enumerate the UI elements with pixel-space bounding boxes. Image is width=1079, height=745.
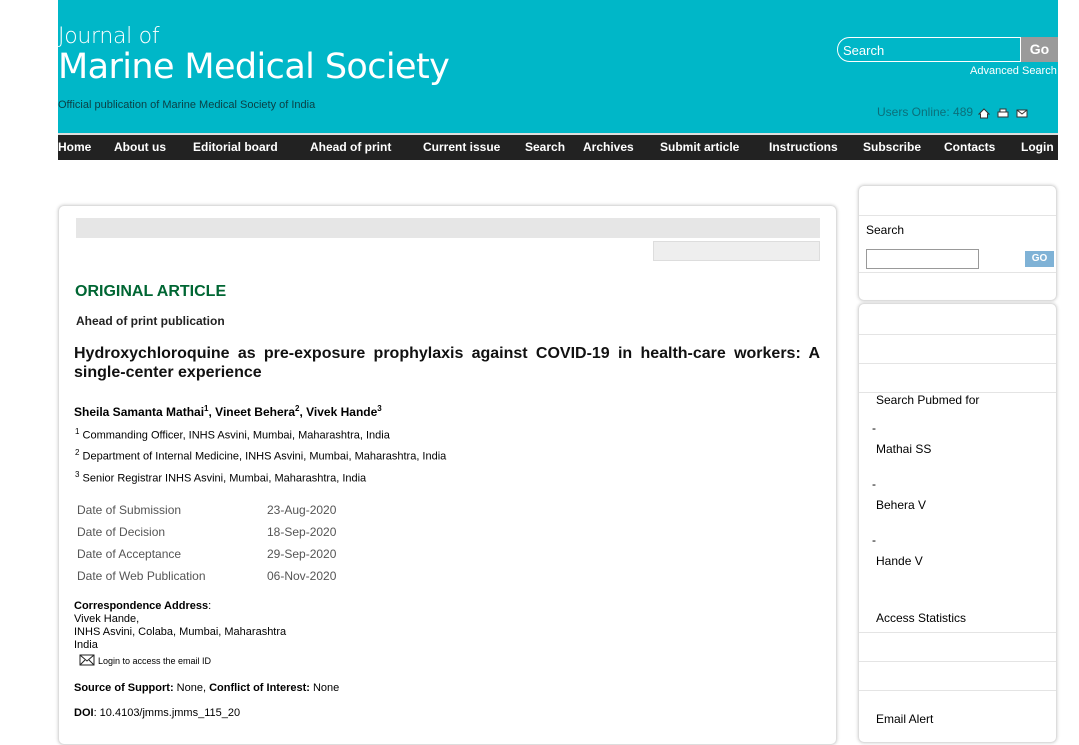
doi (74, 707, 240, 719)
correspondence-label: Correspondence Address (74, 600, 209, 612)
author-name[interactable]: Sheila Samanta Mathai (74, 405, 205, 419)
author-name[interactable]: Vivek Hande (306, 405, 378, 419)
nav-subscribe[interactable]: Subscribe (863, 140, 922, 154)
nav-editorial-board[interactable]: Editorial board (193, 140, 278, 154)
affiliation (75, 448, 446, 463)
login-email-link[interactable] (79, 654, 211, 668)
date-label: Date of Acceptance (77, 547, 182, 561)
correspondence-address-line: INHS Asvini, Colaba, Mumbai, Maharashtra (74, 626, 287, 638)
date-label: Date of Web Publication (77, 569, 206, 583)
affiliation-sup: 1 (75, 427, 80, 436)
source-of-support (74, 682, 339, 694)
sidebar-divider (859, 632, 1056, 633)
correspondence-colon: : (208, 600, 212, 612)
sidebar-divider (859, 334, 1056, 335)
correspondence-country: India (74, 639, 98, 651)
main-nav (58, 133, 1058, 160)
nav-current-issue[interactable]: Current issue (423, 140, 501, 154)
sidebar-divider (859, 272, 1056, 273)
date-value: 06-Nov-2020 (267, 569, 337, 583)
author-sup: 3 (377, 404, 382, 413)
publication-status: Ahead of print publication (76, 314, 225, 328)
date-row (77, 525, 336, 547)
nav-archives[interactable]: Archives (583, 140, 634, 154)
article-title: Hydroxychloroquine as pre-exposure prophylaxis against COVID-19 in health-care workers: A single-center experience (74, 345, 820, 381)
site-header (58, 0, 1058, 133)
sidebar-go-button[interactable]: GO (1025, 251, 1054, 267)
date-value: 29-Sep-2020 (267, 547, 337, 561)
header-go-button[interactable]: Go (1021, 37, 1058, 62)
pubmed-search-label: Search Pubmed for (876, 393, 980, 407)
affiliation (75, 427, 390, 442)
source-value: None, (173, 682, 210, 694)
sidebar-divider (859, 215, 1056, 216)
sidebar-divider (859, 690, 1056, 691)
affiliation (75, 470, 366, 485)
nav-search[interactable]: Search (525, 140, 566, 154)
journal-title-line1[interactable]: Journal of (58, 24, 160, 49)
affiliation-text: Commanding Officer, INHS Asvini, Mumbai, Maharashtra, India (79, 429, 390, 442)
home-icon[interactable] (978, 106, 990, 117)
print-icon[interactable] (997, 106, 1009, 117)
journal-subtitle: Official publication of Marine Medical Society of India (58, 99, 316, 111)
nav-login[interactable]: Login (1021, 140, 1054, 154)
date-value: 23-Aug-2020 (267, 503, 337, 517)
conflict-label: Conflict of Interest: (209, 682, 310, 694)
pubmed-author-link[interactable]: Behera V (876, 498, 927, 512)
doi-value[interactable]: : 10.4103/jmms.jmms_115_20 (93, 707, 241, 719)
source-label: Source of Support: (74, 682, 174, 694)
correspondence-name: Vivek Hande, (74, 613, 140, 625)
advanced-search-link[interactable]: Advanced Search (970, 65, 1057, 77)
nav-home[interactable]: Home (58, 140, 92, 154)
pubmed-dash: - (872, 533, 876, 547)
email-icon[interactable] (1016, 106, 1028, 117)
pubmed-dash: - (872, 421, 876, 435)
affiliation-sup: 2 (75, 448, 80, 457)
affiliation-text: Senior Registrar INHS Asvini, Mumbai, Maharashtra, India (79, 472, 367, 485)
nav-instructions[interactable]: Instructions (769, 140, 838, 154)
sidebar-search-label: Search (866, 223, 905, 237)
sidebar-tools-panel (858, 303, 1057, 743)
sidebar-divider (859, 363, 1056, 364)
sidebar-divider (859, 661, 1056, 662)
author-sep: , (208, 405, 216, 419)
nav-submit-article[interactable]: Submit article (660, 140, 740, 154)
nav-ahead-of-print[interactable]: Ahead of print (310, 140, 392, 154)
doi-label: DOI (74, 707, 94, 719)
sidebar-search-panel (858, 185, 1057, 301)
users-online: Users Online: 489 (877, 105, 974, 119)
date-row (77, 569, 336, 591)
affiliation-text: Department of Internal Medicine, INHS Asvini, Mumbai, Maharashtra, India (79, 450, 447, 463)
author-list (74, 404, 382, 419)
article-toolbar-secondary (653, 241, 820, 261)
header-search-input[interactable]: Search (837, 37, 1021, 62)
date-row (77, 503, 336, 525)
date-label: Date of Submission (77, 503, 182, 517)
article-type: ORIGINAL ARTICLE (75, 283, 227, 300)
envelope-icon (79, 654, 95, 668)
email-alert-link[interactable]: Email Alert (876, 712, 934, 726)
pubmed-author-link[interactable]: Hande V (876, 554, 923, 568)
author-sup: 2 (295, 404, 300, 413)
conflict-value: None (309, 682, 340, 694)
date-label: Date of Decision (77, 525, 166, 539)
journal-title-line2[interactable]: Marine Medical Society (58, 47, 450, 87)
sidebar-search-input[interactable] (866, 249, 979, 269)
dates-table (77, 503, 336, 591)
pubmed-author-link[interactable]: Mathai SS (876, 442, 932, 456)
affiliation-sup: 3 (75, 470, 80, 479)
access-statistics-link[interactable]: Access Statistics (876, 611, 967, 625)
login-email-text[interactable]: Login to access the email ID (98, 656, 212, 666)
date-value: 18-Sep-2020 (267, 525, 337, 539)
pubmed-dash: - (872, 477, 876, 491)
article-toolbar (76, 218, 820, 238)
author-sup: 1 (204, 404, 209, 413)
author-name[interactable]: Vineet Behera (215, 405, 295, 419)
correspondence-address (74, 600, 286, 652)
date-row (77, 547, 336, 569)
nav-about-us[interactable]: About us (114, 140, 166, 154)
nav-contacts[interactable]: Contacts (944, 140, 996, 154)
author-sep: , (299, 405, 307, 419)
